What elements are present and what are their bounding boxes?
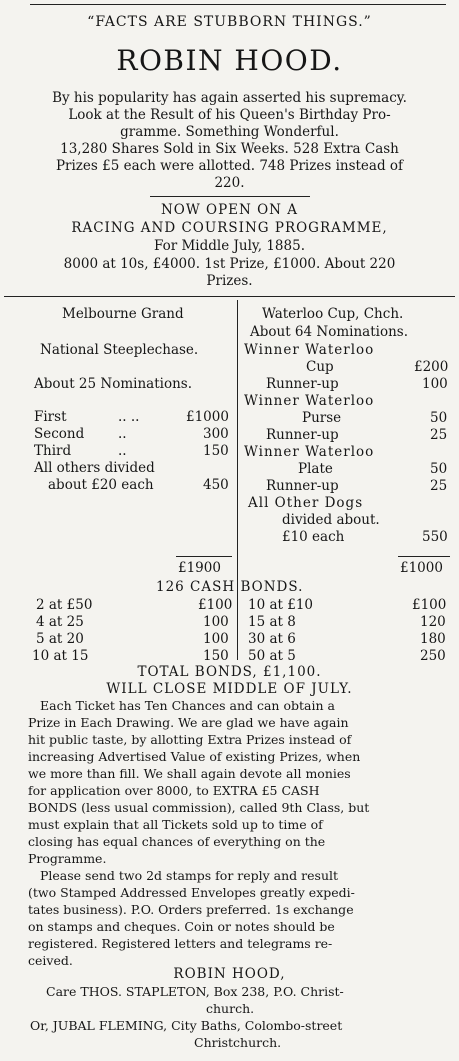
bond-count: 50 at 5	[248, 648, 296, 664]
bond-amount: 120	[420, 614, 446, 630]
right-line: £10 each	[282, 529, 345, 545]
prize-dots: .. ..	[118, 409, 140, 425]
body-line: Please send two 2d stamps for reply and result	[40, 868, 339, 883]
prize-dots: ..	[118, 426, 127, 442]
left-event-2: National Steeplechase.	[40, 342, 199, 358]
signature-name: ROBIN HOOD,	[173, 966, 286, 982]
left-sum-rule	[176, 556, 232, 557]
right-line: Winner Waterloo	[244, 393, 375, 409]
column-divider	[237, 300, 238, 660]
body-line: increasing Advertised Value of existing Prizes, when	[28, 749, 361, 764]
right-line: Plate	[298, 461, 333, 477]
right-line: All Other Dogs	[248, 495, 364, 511]
bond-count: 30 at 6	[248, 631, 296, 647]
prize-label: Third	[34, 443, 72, 459]
intro-line: 13,280 Shares Sold in Six Weeks. 528 Extra Cash	[60, 141, 399, 157]
body-line: closing has equal chances of everything on the	[28, 834, 326, 849]
right-line: Runner-up	[266, 478, 339, 494]
right-line: Runner-up	[266, 427, 339, 443]
right-line: Purse	[302, 410, 342, 426]
body-line: hit public taste, by allotting Extra Prizes instead of	[28, 732, 352, 747]
bond-count: 2 at £50	[36, 597, 93, 613]
body-line: Each Ticket has Ten Chances and can obtain a	[40, 698, 335, 713]
right-amount: 100	[422, 376, 448, 392]
tagline: “FACTS ARE STUBBORN THINGS.”	[87, 14, 372, 30]
prize-amount: 150	[203, 443, 229, 459]
prize-dots: ..	[118, 443, 127, 459]
left-event: Melbourne Grand	[62, 306, 184, 322]
signature-line: Or, JUBAL FLEMING, City Baths, Colombo-street	[30, 1018, 343, 1033]
right-line: Runner-up	[266, 376, 339, 392]
announcement-line: For Middle July, 1885.	[153, 238, 305, 254]
intro-line: Prizes £5 each were allotted. 748 Prizes instead of	[55, 158, 404, 174]
bond-count: 15 at 8	[248, 614, 296, 630]
intro-line: By his popularity has again asserted his supremacy.	[52, 90, 407, 106]
bond-count: 5 at 20	[36, 631, 84, 647]
body-line: Programme.	[28, 851, 107, 866]
prize-label: Second	[34, 426, 85, 442]
body-line: must explain that all Tickets sold up to time of	[28, 817, 323, 832]
right-amount: 50	[430, 410, 448, 426]
others-line: All others divided	[34, 460, 155, 476]
bond-count: 10 at 15	[32, 648, 89, 664]
announcement-line: RACING AND COURSING PROGRAMME,	[71, 220, 388, 236]
prize-amount: 300	[203, 426, 229, 442]
signature-line: church.	[206, 1001, 255, 1016]
body-line: Prize in Each Drawing. We are glad we have again	[28, 715, 349, 730]
body-line: ceived.	[28, 953, 73, 968]
right-event: Waterloo Cup, Chch.	[262, 306, 404, 322]
bond-amount: £100	[412, 597, 447, 613]
right-line: Winner Waterloo	[244, 342, 375, 358]
right-line: divided about.	[282, 512, 380, 528]
right-line: Cup	[306, 359, 334, 375]
body-line: we more than fill. We shall again devote all monies	[28, 766, 351, 781]
bond-amount: 180	[420, 631, 446, 647]
table-top-rule	[4, 296, 455, 297]
bonds-total: TOTAL BONDS, £1,100.	[137, 664, 322, 680]
closing-line: WILL CLOSE MIDDLE OF JULY.	[106, 681, 353, 697]
prize-amount: £1000	[186, 409, 229, 425]
section-rule	[150, 196, 310, 197]
body-line: BONDS (less usual commission), called 9th Class, but	[28, 800, 370, 815]
right-amount: 550	[422, 529, 448, 545]
intro-line: 220.	[214, 175, 245, 191]
left-total: £1900	[178, 560, 221, 576]
body-line: tates business). P.O. Orders preferred. 1s exchange	[28, 902, 354, 917]
right-nominations: About 64 Nominations.	[250, 324, 408, 340]
right-sum-rule	[398, 556, 450, 557]
left-nominations: About 25 Nominations.	[34, 376, 192, 392]
others-amount: 450	[203, 477, 229, 493]
right-total: £1000	[400, 560, 443, 576]
bond-amount: 100	[203, 614, 229, 630]
intro-line: gramme. Something Wonderful.	[120, 124, 339, 140]
prize-label: First	[34, 409, 67, 425]
announcement-line: 8000 at 10s, £4000. 1st Prize, £1000. About 220	[63, 256, 396, 272]
headline: ROBIN HOOD.	[116, 44, 343, 77]
body-line: registered. Registered letters and telegrams re-	[28, 936, 333, 951]
signature-line: Christchurch.	[194, 1035, 282, 1050]
signature-line: Care THOS. STAPLETON, Box 238, P.O. Christ-	[46, 984, 344, 999]
right-amount: 25	[430, 478, 448, 494]
others-line: about £20 each	[48, 477, 154, 493]
bond-amount: £100	[198, 597, 233, 613]
bond-amount: 150	[203, 648, 229, 664]
right-amount: 25	[430, 427, 448, 443]
body-line: (two Stamped Addressed Envelopes greatly expedi-	[28, 885, 355, 900]
announcement-line: Prizes.	[206, 273, 253, 289]
right-amount: £200	[414, 359, 449, 375]
right-line: Winner Waterloo	[244, 444, 375, 460]
right-amount: 50	[430, 461, 448, 477]
bond-amount: 100	[203, 631, 229, 647]
intro-line: Look at the Result of his Queen's Birthday Pro-	[68, 107, 391, 123]
body-line: on stamps and cheques. Coin or notes should be	[28, 919, 335, 934]
bond-count: 4 at 25	[36, 614, 84, 630]
announcement-line: NOW OPEN ON A	[160, 202, 299, 218]
body-line: for application over 8000, to EXTRA £5 CASH	[28, 783, 320, 798]
bonds-heading: 126 CASH BONDS.	[156, 579, 304, 595]
top-rule	[30, 4, 446, 5]
bond-count: 10 at £10	[248, 597, 314, 613]
bond-amount: 250	[420, 648, 446, 664]
